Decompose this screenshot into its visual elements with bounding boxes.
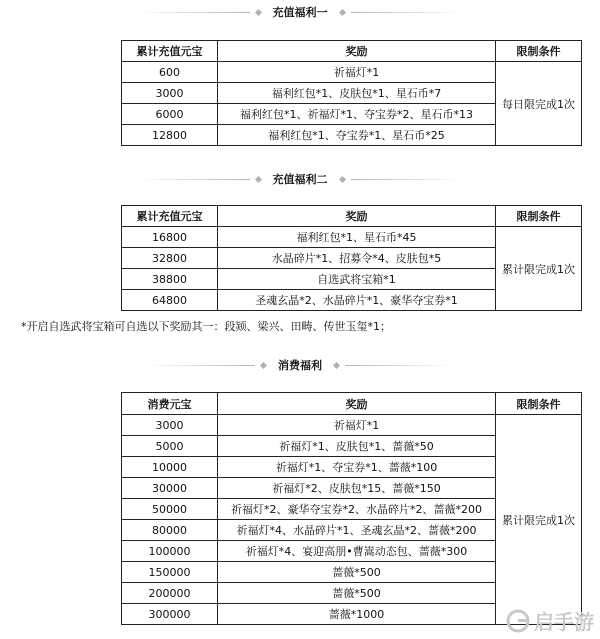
diamond-icon bbox=[254, 8, 261, 15]
table-row bbox=[122, 62, 582, 83]
diamond-icon bbox=[333, 361, 340, 368]
amount-cell: 300000 bbox=[122, 604, 218, 625]
reward-cell: 祈福灯*4、宴迎高朋•曹嵩动态包、蔷薇*300 bbox=[218, 541, 496, 562]
table-header-row bbox=[122, 206, 582, 227]
amount-cell: 50000 bbox=[122, 499, 218, 520]
diamond-icon bbox=[338, 8, 345, 15]
reward-cell: 祈福灯*2、豪华夺宝券*2、水晶碎片*2、蔷薇*200 bbox=[218, 499, 496, 520]
limit-cell: 累计限完成1次 bbox=[496, 415, 582, 625]
amount-cell: 3000 bbox=[122, 415, 218, 436]
watermark-text: 启手游 bbox=[534, 610, 594, 634]
watermark bbox=[506, 606, 594, 635]
diamond-icon bbox=[338, 175, 345, 182]
amount-cell: 12800 bbox=[122, 125, 218, 146]
header-limit: 限制条件 bbox=[496, 393, 582, 415]
section-title-3 bbox=[0, 357, 600, 373]
amount-cell: 80000 bbox=[122, 520, 218, 541]
amount-cell: 32800 bbox=[122, 248, 218, 269]
amount-cell: 64800 bbox=[122, 290, 218, 311]
diamond-icon bbox=[260, 361, 267, 368]
reward-cell: 福利红包*1、祈福灯*1、夺宝券*2、星石币*13 bbox=[218, 104, 496, 125]
amount-cell: 600 bbox=[122, 62, 218, 83]
reward-cell: 祈福灯*1 bbox=[218, 415, 496, 436]
reward-cell: 蔷薇*500 bbox=[218, 583, 496, 604]
reward-cell: 福利红包*1、星石币*45 bbox=[218, 227, 496, 248]
reward-cell: 祈福灯*4、水晶碎片*1、圣魂玄晶*2、蔷薇*200 bbox=[218, 520, 496, 541]
limit-cell: 每日限完成1次 bbox=[496, 62, 582, 146]
section-title-2 bbox=[0, 171, 600, 187]
table-row bbox=[122, 415, 582, 436]
reward-cell: 圣魂玄晶*2、水晶碎片*1、豪华夺宝券*1 bbox=[218, 290, 496, 311]
limit-cell: 累计限完成1次 bbox=[496, 227, 582, 311]
amount-cell: 3000 bbox=[122, 83, 218, 104]
amount-cell: 200000 bbox=[122, 583, 218, 604]
reward-cell: 自选武将宝箱*1 bbox=[218, 269, 496, 290]
header-amount: 累计充值元宝 bbox=[122, 206, 218, 227]
reward-cell: 福利红包*1、夺宝券*1、星石币*25 bbox=[218, 125, 496, 146]
header-reward: 奖励 bbox=[218, 393, 496, 415]
section-title-text: 充值福利二 bbox=[272, 173, 328, 186]
amount-cell: 6000 bbox=[122, 104, 218, 125]
amount-cell: 30000 bbox=[122, 478, 218, 499]
amount-cell: 150000 bbox=[122, 562, 218, 583]
amount-cell: 16800 bbox=[122, 227, 218, 248]
reward-cell: 祈福灯*2、皮肤包*15、蔷薇*150 bbox=[218, 478, 496, 499]
reward-cell: 祈福灯*1 bbox=[218, 62, 496, 83]
consumption-benefit-table bbox=[121, 392, 582, 625]
section-title-text: 充值福利一 bbox=[272, 6, 328, 19]
header-limit: 限制条件 bbox=[496, 41, 582, 62]
header-reward: 奖励 bbox=[218, 41, 496, 62]
reward-cell: 蔷薇*500 bbox=[218, 562, 496, 583]
header-limit: 限制条件 bbox=[496, 206, 582, 227]
amount-cell: 100000 bbox=[122, 541, 218, 562]
diamond-icon bbox=[254, 175, 261, 182]
recharge-benefit-table-1 bbox=[121, 40, 582, 146]
reward-cell: 福利红包*1、皮肤包*1、星石币*7 bbox=[218, 83, 496, 104]
section-title-text: 消费福利 bbox=[278, 359, 322, 372]
table-header-row bbox=[122, 393, 582, 415]
reward-cell: 祈福灯*1、皮肤包*1、蔷薇*50 bbox=[218, 436, 496, 457]
recharge-benefit-table-2 bbox=[121, 205, 582, 311]
table-row bbox=[122, 227, 582, 248]
header-amount: 累计充值元宝 bbox=[122, 41, 218, 62]
section-title-1 bbox=[0, 4, 600, 20]
reward-cell: 水晶碎片*1、招募令*4、皮肤包*5 bbox=[218, 248, 496, 269]
reward-cell: 祈福灯*1、夺宝券*1、蔷薇*100 bbox=[218, 457, 496, 478]
amount-cell: 10000 bbox=[122, 457, 218, 478]
selectable-box-note: *开启自选武将宝箱可自选以下奖励其一：段颎、梁兴、田畴、传世玉玺*1； bbox=[21, 320, 391, 333]
amount-cell: 5000 bbox=[122, 436, 218, 457]
reward-cell: 蔷薇*1000 bbox=[218, 604, 496, 625]
table-header-row bbox=[122, 41, 582, 62]
amount-cell: 38800 bbox=[122, 269, 218, 290]
header-amount: 消费元宝 bbox=[122, 393, 218, 415]
g-logo-icon bbox=[506, 609, 530, 633]
header-reward: 奖励 bbox=[218, 206, 496, 227]
